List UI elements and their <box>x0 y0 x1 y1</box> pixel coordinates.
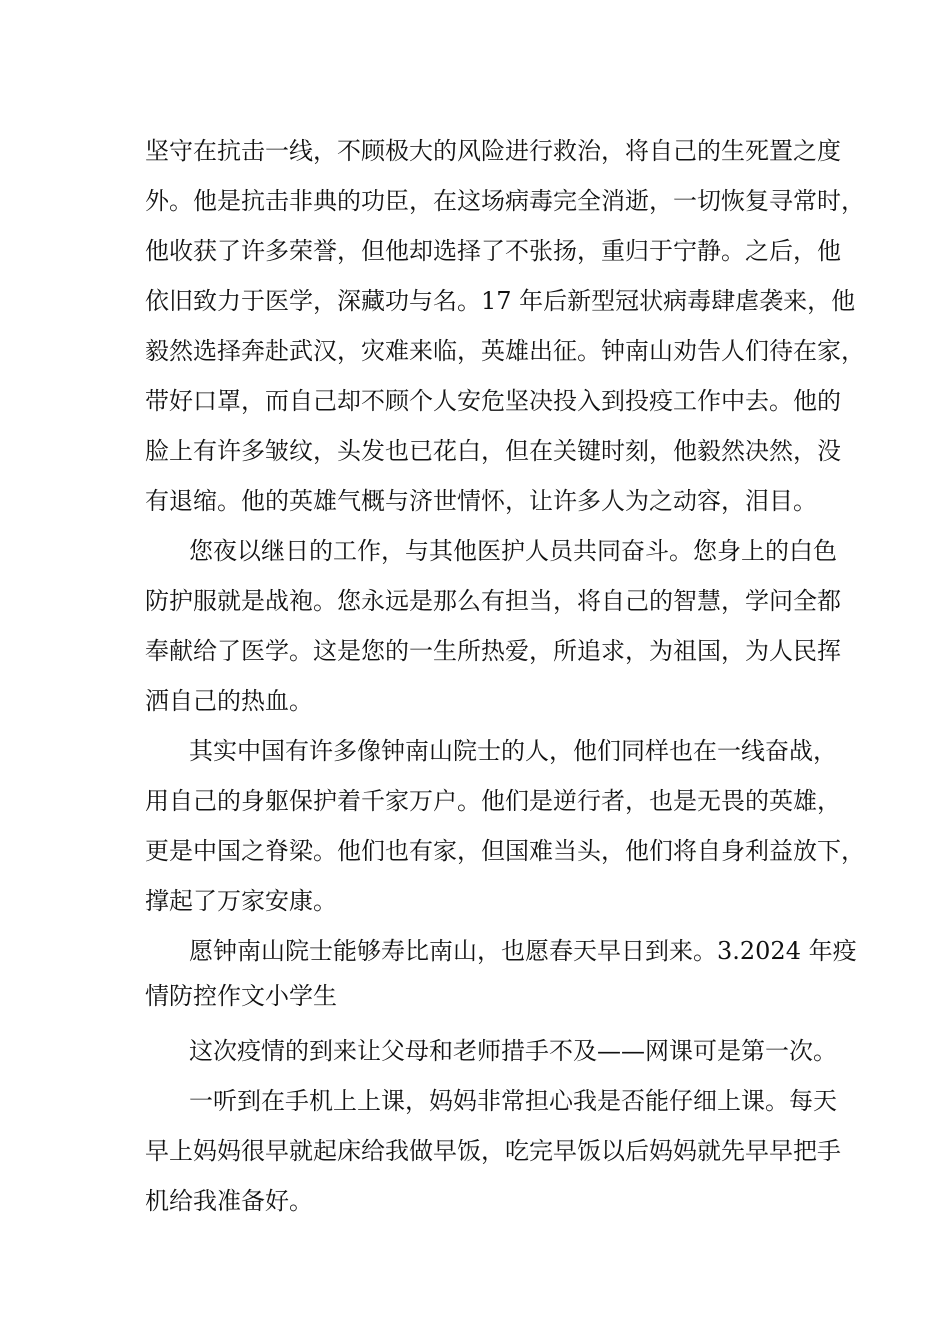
text-line: 撑起了万家安康。 <box>145 887 337 915</box>
spacer <box>145 1016 810 1026</box>
text-line: 他收获了许多荣誉，但他却选择了不张扬，重归于宁静。之后，他 <box>145 237 841 265</box>
text-line: 愿钟南山院士能够寿比南山，也愿春天早日到来。3.2024 年疫 <box>189 937 857 965</box>
text-line: 情防控作文小学生 <box>145 982 337 1010</box>
text-line: 脸上有许多皱纹，头发也已花白，但在关键时刻，他毅然决然，没 <box>145 437 841 465</box>
text-line: 毅然选择奔赴武汉，灾难来临，英雄出征。钟南山劝告人们待在家， <box>145 337 865 365</box>
text-line: 洒自己的热血。 <box>145 687 313 715</box>
text-line: 机给我准备好。 <box>145 1187 313 1215</box>
paragraph-4 <box>145 926 857 1016</box>
text-line: 用自己的身躯保护着千家万户。他们是逆行者，也是无畏的英雄， <box>145 787 841 815</box>
paragraph-1 <box>145 126 865 526</box>
text-line: 这次疫情的到来让父母和老师措手不及——网课可是第一次。 <box>189 1037 837 1065</box>
text-line: 依旧致力于医学，深藏功与名。17 年后新型冠状病毒肆虐袭来，他 <box>145 287 856 315</box>
text-line: 其实中国有许多像钟南山院士的人，他们同样也在一线奋战， <box>189 737 837 765</box>
text-line: 奉献给了医学。这是您的一生所热爱，所追求，为祖国，为人民挥 <box>145 637 841 665</box>
text-line: 早上妈妈很早就起床给我做早饭，吃完早饭以后妈妈就先早早把手 <box>145 1137 841 1165</box>
text-line: 更是中国之脊梁。他们也有家，但国难当头，他们将自身利益放下， <box>145 837 865 865</box>
body-text <box>145 126 865 1226</box>
text-line: 您夜以继日的工作，与其他医护人员共同奋斗。您身上的白色 <box>189 537 837 565</box>
paragraph-2 <box>145 526 841 726</box>
text-line: 一听到在手机上上课，妈妈非常担心我是否能仔细上课。每天 <box>189 1087 837 1115</box>
paragraph-3 <box>145 726 865 926</box>
text-line: 带好口罩，而自己却不顾个人安危坚决投入到投疫工作中去。他的 <box>145 387 841 415</box>
text-line: 外。他是抗击非典的功臣，在这场病毒完全消逝，一切恢复寻常时， <box>145 187 865 215</box>
text-line: 坚守在抗击一线，不顾极大的风险进行救治，将自己的生死置之度 <box>145 137 841 165</box>
text-line: 有退缩。他的英雄气概与济世情怀，让许多人为之动容，泪目。 <box>145 487 817 515</box>
text-line: 防护服就是战袍。您永远是那么有担当，将自己的智慧，学问全都 <box>145 587 841 615</box>
paragraph-6 <box>145 1076 841 1226</box>
paragraph-5 <box>145 1026 837 1076</box>
